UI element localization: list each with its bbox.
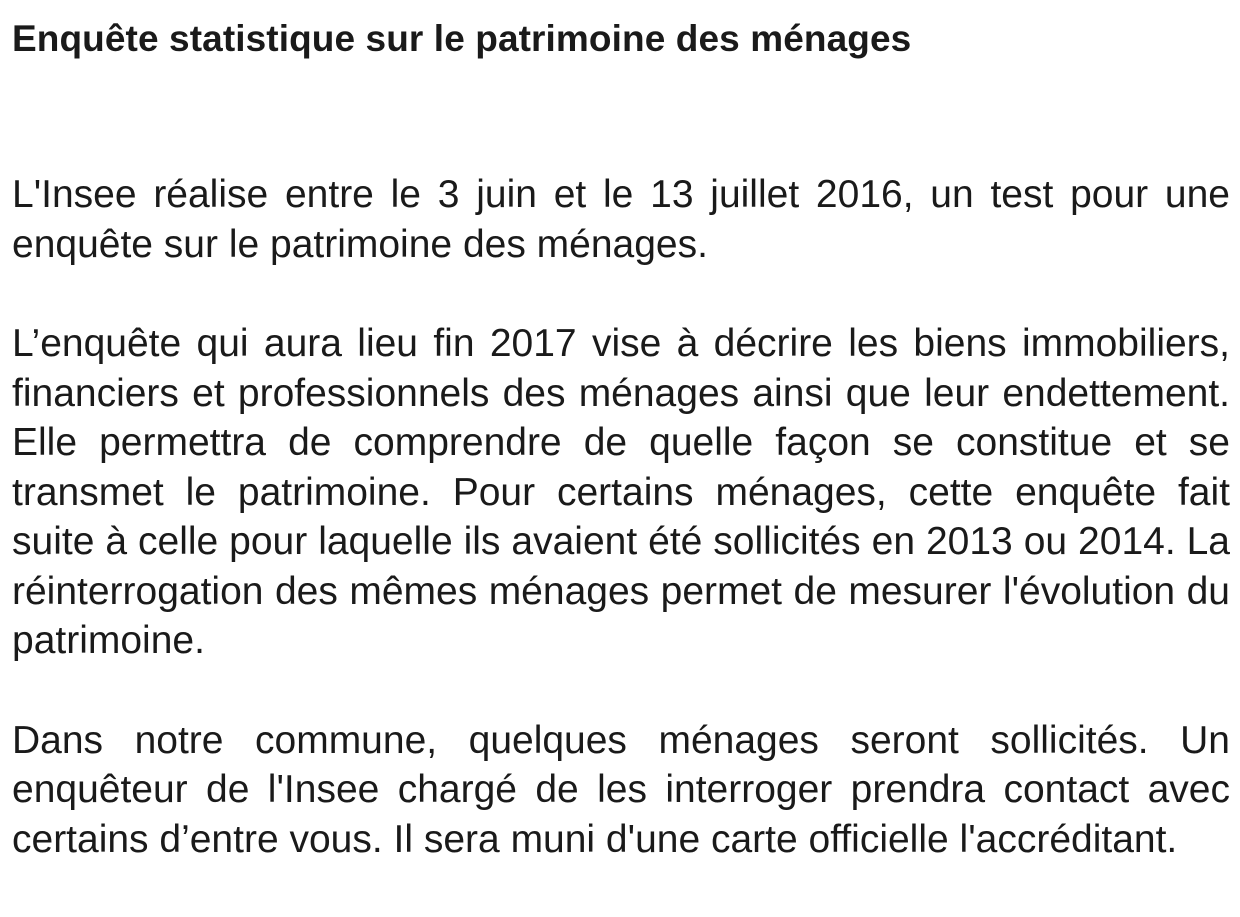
- paragraph-survey-test: L'Insee réalise entre le 3 juin et le 13 juillet 2016, un test pour une enquête sur le patrimoine des ménages.: [12, 173, 1230, 266]
- paragraph-survey-description: L’enquête qui aura lieu fin 2017 vise à décrire les biens immobiliers, financiers et professionnels des ménages ainsi que leur endettement. Elle permettra de comprendre de quelle façon se constitue et se transmet le patrimoine. Pour certains ménages, cette enquête fait suite à celle pour laquelle ils avaient été sollicités en 2013 ou 2014. La réinterrogation des mêmes ménages permet de mesurer l'évolution du patrimoine.: [12, 322, 1230, 662]
- document-title: Enquête statistique sur le patrimoine des ménages: [12, 18, 912, 59]
- paragraph-commune-contact: Dans notre commune, quelques ménages seront sollicités. Un enquêteur de l'Insee chargé de les interroger prendra contact avec certains d’entre vous. Il sera muni d'une carte officielle l'accréditant.: [12, 718, 1230, 861]
